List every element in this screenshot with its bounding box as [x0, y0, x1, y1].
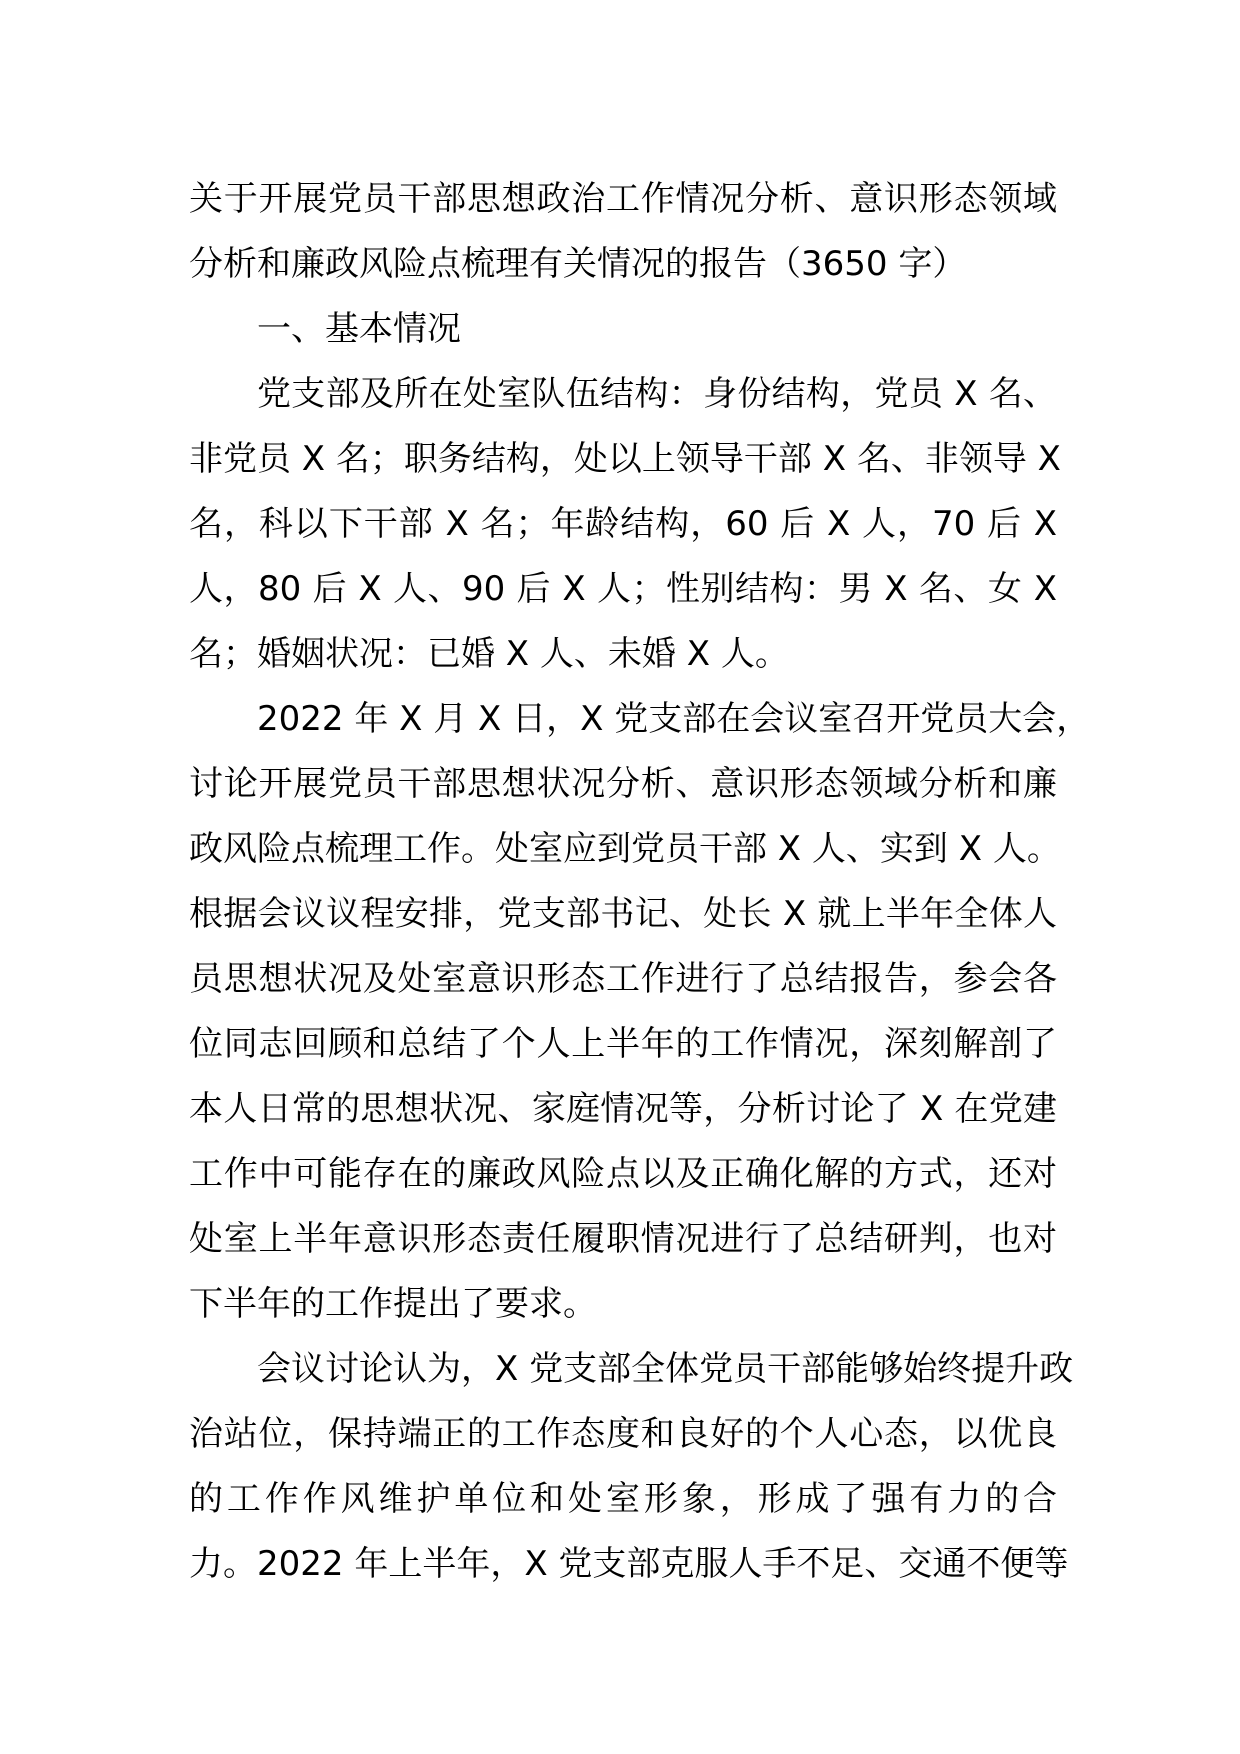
paragraph-line: 名；婚姻状况：已婚 X 人、未婚 X 人。	[189, 634, 789, 674]
paragraph-line: 根据会议议程安排，党支部书记、处长 X 就上半年全体人	[189, 894, 1057, 934]
title-line: 关于开展党员干部思想政治工作情况分析、意识形态领域	[189, 179, 1057, 219]
paragraph-line: 人，80 后 X 人、90 后 X 人；性别结构：男 X 名、女 X	[189, 569, 1057, 609]
paragraph-line: 治站位，保持端正的工作态度和良好的个人心态，以优良	[189, 1414, 1057, 1454]
document-title	[189, 167, 1057, 297]
paragraph-line: 非党员 X 名；职务结构，处以上领导干部 X 名、非领导 X	[189, 439, 1061, 479]
paragraph-line: 讨论开展党员干部思想状况分析、意识形态领域分析和廉	[189, 764, 1057, 804]
paragraph-line: 名，科以下干部 X 名；年龄结构，60 后 X 人，70 后 X	[189, 504, 1057, 544]
paragraph-line: 党支部及所在处室队伍结构：身份结构，党员 X 名、	[257, 374, 1057, 414]
paragraph-line: 员思想状况及处室意识形态工作进行了总结报告，参会各	[189, 959, 1057, 999]
paragraph-line: 工作中可能存在的廉政风险点以及正确化解的方式，还对	[189, 1154, 1057, 1194]
paragraph-line: 的工作作风维护单位和处室形象，形成了强有力的合	[189, 1479, 1057, 1519]
paragraph-line: 政风险点梳理工作。处室应到党员干部 X 人、实到 X 人。	[189, 829, 1061, 869]
title-line: 分析和廉政风险点梳理有关情况的报告（3650 字）	[189, 244, 967, 284]
paragraph-line: 力。2022 年上半年，X 党支部克服人手不足、交通不便等	[189, 1544, 1069, 1584]
paragraph-meeting	[189, 687, 1091, 1337]
paragraph-line: 本人日常的思想状况、家庭情况等，分析讨论了 X 在党建	[189, 1089, 1057, 1129]
paragraph-line: 会议讨论认为，X 党支部全体党员干部能够始终提升政	[257, 1349, 1074, 1389]
document-page	[189, 167, 1091, 1597]
paragraph-team-structure	[189, 362, 1061, 687]
section-heading: 一、基本情况	[257, 309, 461, 349]
paragraph-discussion	[189, 1337, 1074, 1597]
paragraph-line: 处室上半年意识形态责任履职情况进行了总结研判，也对	[189, 1219, 1057, 1259]
paragraph-line: 下半年的工作提出了要求。	[189, 1284, 597, 1324]
paragraph-line: 2022 年 X 月 X 日，X 党支部在会议室召开党员大会，	[257, 699, 1091, 739]
paragraph-line: 位同志回顾和总结了个人上半年的工作情况，深刻解剖了	[189, 1024, 1057, 1064]
